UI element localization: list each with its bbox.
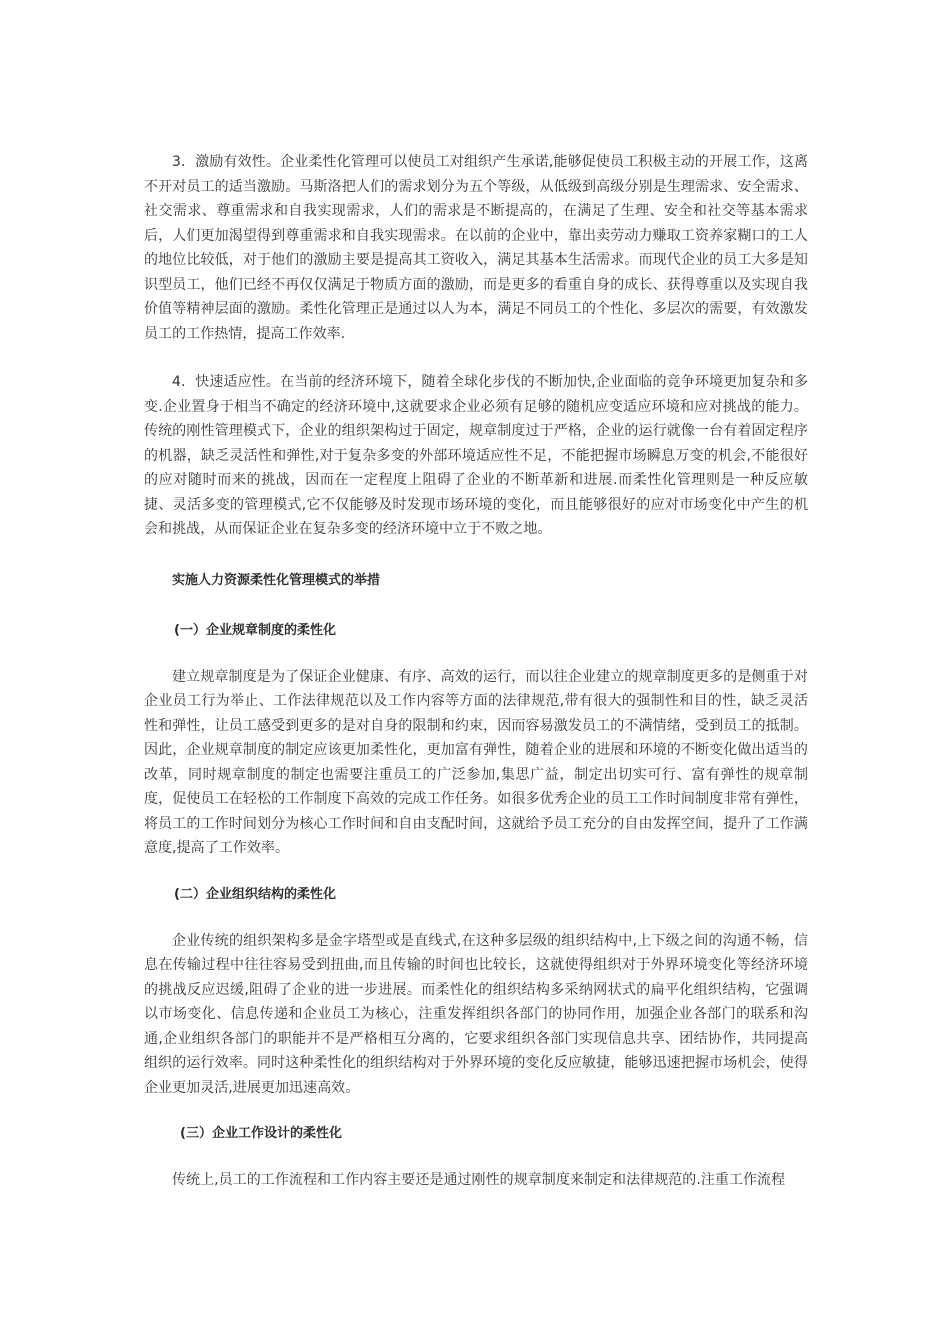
paragraph-structure: 企业传统的组织架构多是金字塔型或是直线式,在这种多层级的组织结构中,上下级之间的沟通不畅，信息在传输过程中往往容易受到扭曲,而且传输的时间也比较长，这就使得组织对于外界环境变化等经济环境的挑战反应迟缓,阻碍了企业的进一步进展。而柔性化的组织结构多采纳网状式的扁平化组织结构，它强调以市场变化、信息传递和企业员工为核心，注重发挥组织各部门的协同作用，加强企业各部门的联系和沟通,企业组织各部门的职能并不是严格相互分离的，它要求组织各部门实现信息共享、团结协作，共同提高组织的运行效率。同时这种柔性化的组织结构对于外界环境的变化反应敏捷，能够迅速把握市场机会，使得企业更加灵活,进展更加迅速高效。 bbox=[144, 932, 808, 1096]
paragraph-adaptability: 4．快速适应性。在当前的经济环境下，随着全球化步伐的不断加快,企业面临的竞争环境更加复杂和多变.企业置身于相当不确定的经济环境中,这就要求企业必须有足够的随机应变适应环境和应对挑战的能力。传统的刚性管理模式下，企业的组织架构过于固定，规章制度过于严格，企业的运行就像一台有着固定程序的机器，缺乏灵活性和弹性,对于复杂多变的外部环境适应性不足，不能把握市场瞬息万变的机会,不能很好的应对随时而来的挑战，因而在一定程度上阻碍了企业的不断革新和进展.而柔性化管理则是一种反应敏捷、灵活多变的管理模式,它不仅能够及时发现市场环境的变化，而且能够很好的应对市场变化中产生的机会和挑战，从而保证企业在复杂多变的经济环境中立于不败之地。 bbox=[144, 374, 808, 537]
subsection-heading-jobdesign: (三）企业工作设计的柔性化 bbox=[180, 1126, 342, 1141]
paragraph-motivation: 3．激励有效性。企业柔性化管理可以使员工对组织产生承诺,能够促使员工积极主动的开展工作，这离不开对员工的适当激励。马斯洛把人们的需求划分为五个等级，从低级到高级分别是生理需求、安全需求、社交需求、尊重需求和自我实现需求，人们的需求是不断提高的，在满足了生理、安全和社交等基本需求后，人们更加渴望得到尊重需求和自我实现需求。在以前的企业中，靠出卖劳动力赚取工资养家糊口的工人的地位比较低，对于他们的激励主要是提高其工资收入，满足其基本生活需求。而现代企业的员工大多是知识型员工，他们已经不再仅仅满足于物质方面的激励，而是更多的看重自身的成长、获得尊重以及实现自我价值等精神层面的激励。柔性化管理正是通过以人为本，满足不同员工的个性化、多层次的需要，有效激发员工的工作热情，提高工作效率. bbox=[144, 154, 808, 342]
subsection-heading-rules: (一）企业规章制度的柔性化 bbox=[174, 622, 336, 638]
paragraph-rules: 建立规章制度是为了保证企业健康、有序、高效的运行，而以往企业建立的规章制度更多的是侧重于对企业员工行为举止、工作法律规范以及工作内容等方面的法律规范,带有很大的强制性和目的性，缺乏灵活性和弹性，让员工感受到更多的是对自身的限制和约束，因而容易激发员工的不满情绪，受到员工的抵制。因此，企业规章制度的制定应该更加柔性化，更加富有弹性，随着企业的进展和环境的不断变化做出适当的改革，同时规章制度的制定也需要注重员工的广泛参加,集思广益，制定出切实可行、富有弹性的规章制度，促使员工在轻松的工作制度下高效的完成工作任务。如很多优秀企业的员工工作时间制度非常有弹性，将员工的工作时间划分为核心工作时间和自由支配时间，这就给予员工充分的自由发挥空间，提升了工作满意度,提高了工作效率。 bbox=[144, 668, 808, 856]
paragraph-jobdesign: 传统上,员工的工作流程和工作内容主要还是通过刚性的规章制度来制定和法律规范的.注重工作流程 bbox=[172, 1172, 786, 1188]
section-heading-measures: 实施人力资源柔性化管理模式的举措 bbox=[172, 572, 381, 588]
subsection-heading-structure: (二）企业组织结构的柔性化 bbox=[174, 886, 336, 902]
document-page bbox=[144, 150, 808, 1193]
